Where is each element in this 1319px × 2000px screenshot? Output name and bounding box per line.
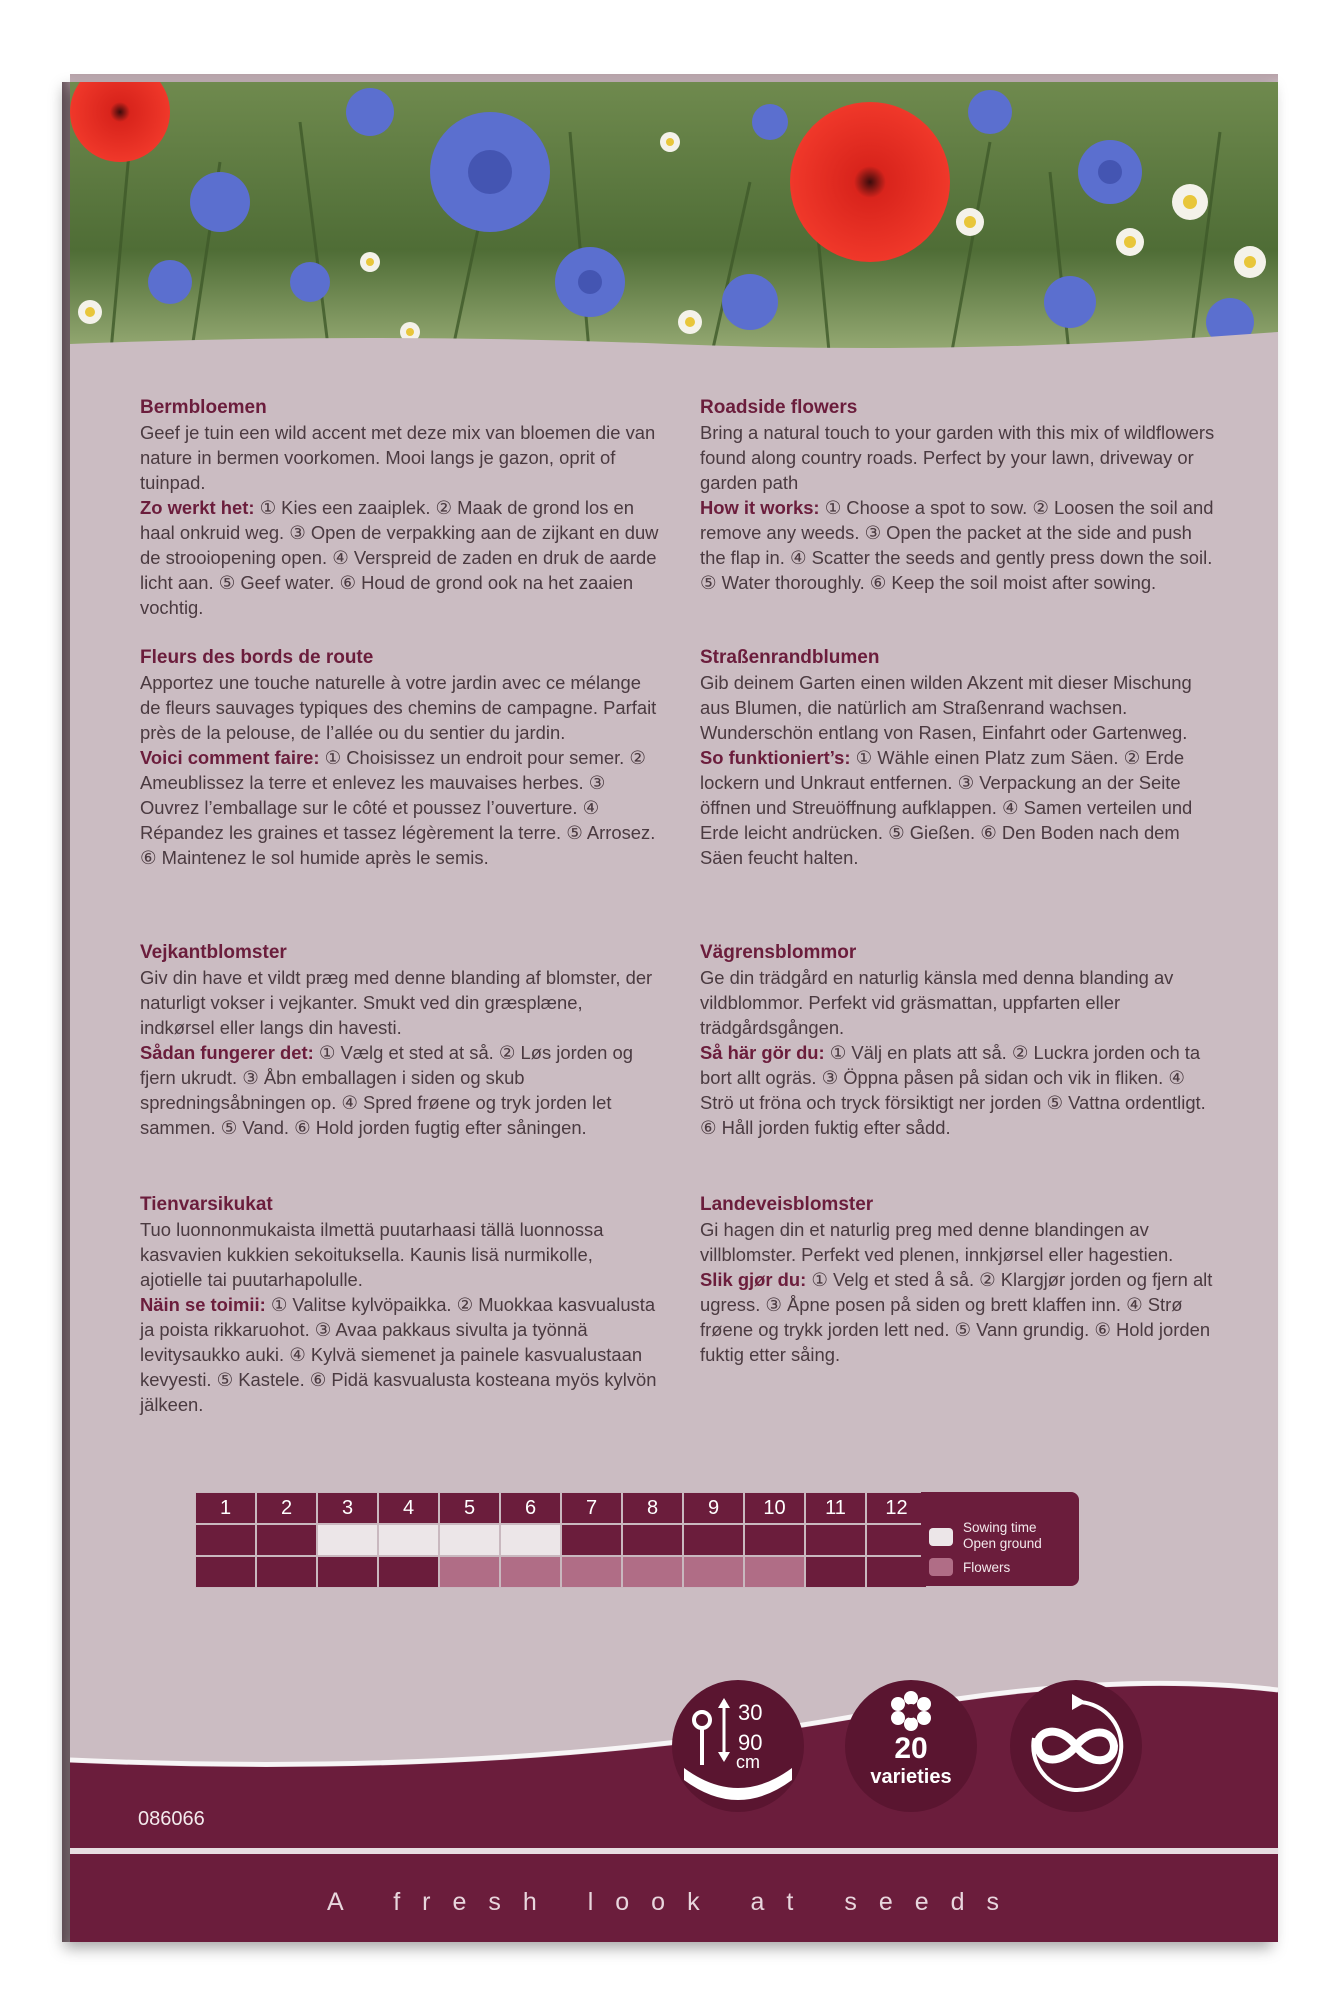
- sowing-cell-7: [561, 1524, 622, 1556]
- perennial-badge: [1010, 1680, 1142, 1812]
- section-intro: Bring a natural touch to your garden with this mix of wildflowers found along country roads. Perfect by your lawn, driveway or garden path: [700, 422, 1215, 493]
- height-max: 90: [738, 1730, 763, 1755]
- month-9: 9: [683, 1492, 744, 1524]
- month-2: 2: [256, 1492, 317, 1524]
- section-steps: ① Choisissez un endroit pour semer. ② Ameublissez la terre et enlevez les mauvaises herbes. ③ Ouvrez l’emballage sur le côté et poussez l’ouverture. ④ Répandez les graines et tassez légèrement la terre. ⑤ Arrosez. ⑥ Maintenez le sol humide après le semis.: [140, 747, 656, 868]
- section-intro: Gi hagen din et naturlig preg med denne blandingen av villblomster. Perfekt ved plenen, innkjørsel eller hagestien.: [700, 1219, 1174, 1265]
- section-title: Vägrensblommor: [700, 942, 857, 963]
- sowing-calendar: [195, 1492, 1075, 1588]
- how-label: Slik gjør du:: [700, 1269, 807, 1290]
- flowers-swatch: [929, 1558, 953, 1576]
- varieties-badge: [845, 1680, 977, 1812]
- section-danish: [140, 940, 660, 1140]
- legend-flowers-label: Flowers: [963, 1560, 1011, 1575]
- section-french: [140, 645, 660, 870]
- section-title: Bermbloemen: [140, 397, 267, 418]
- section-english: [700, 395, 1220, 595]
- tagline: A fresh look at seeds: [326, 1888, 1022, 1916]
- section-swedish: [700, 940, 1220, 1140]
- sowing-cell-10: [744, 1524, 805, 1556]
- section-title: Vejkantblomster: [140, 942, 287, 963]
- sowing-cell-9: [683, 1524, 744, 1556]
- month-6: 6: [500, 1492, 561, 1524]
- section-intro: Giv din have et vildt præg med denne blanding af blomster, der naturligt vokser i vejkanter. Smukt ved din græsplæne, indkørsel eller langs din havesti.: [140, 967, 653, 1038]
- calendar-grid: [195, 1492, 927, 1588]
- month-3: 3: [317, 1492, 378, 1524]
- section-steps: ① Choose a spot to sow. ② Loosen the soil and remove any weeds. ③ Open the packet at the side and push the flap in. ④ Scatter the seeds and gently press down the soil. ⑤ Water thoroughly. ⑥ Keep the soil moist after sowing.: [700, 497, 1214, 593]
- section-title: Landeveisblomster: [700, 1194, 874, 1215]
- sowing-cell-5: [439, 1524, 500, 1556]
- legend-sowing: [929, 1520, 1079, 1554]
- how-label: Näin se toimii:: [140, 1294, 266, 1315]
- seed-packet-back: [70, 82, 1278, 1942]
- month-11: 11: [805, 1492, 866, 1524]
- section-dutch: [140, 395, 660, 620]
- sowing-swatch: [929, 1528, 953, 1546]
- varieties-label: varieties: [870, 1766, 952, 1788]
- month-10: 10: [744, 1492, 805, 1524]
- section-intro: Geef je tuin een wild accent met deze mix van bloemen die van nature in bermen voorkomen. Mooi langs je gazon, oprit of tuinpad.: [140, 422, 656, 493]
- legend-flowers: [929, 1558, 1079, 1578]
- how-label: Så här gör du:: [700, 1042, 825, 1063]
- varieties-count: 20: [894, 1732, 928, 1765]
- month-12: 12: [866, 1492, 927, 1524]
- month-8: 8: [622, 1492, 683, 1524]
- section-title: Straßenrandblumen: [700, 647, 880, 668]
- sowing-cell-6: [500, 1524, 561, 1556]
- section-intro: Tuo luonnonmukaista ilmettä puutarhaasi tällä luonnossa kasvavien kukkien sekoituksella. Kaunis lisä nurmikolle, ajotielle tai puutarhapolulle.: [140, 1219, 604, 1290]
- month-5: 5: [439, 1492, 500, 1524]
- section-title: Tienvarsikukat: [140, 1194, 273, 1215]
- wildflower-photo: [70, 82, 1278, 362]
- height-badge: [672, 1680, 804, 1812]
- how-label: Zo werkt het:: [140, 497, 255, 518]
- section-intro: Ge din trädgård en naturlig känsla med denna blanding av vildblommor. Perfekt vid gräsmattan, uppfarten eller trädgårdsgången.: [700, 967, 1174, 1038]
- section-steps: ① Wähle einen Platz zum Säen. ② Erde lockern und Unkraut entfernen. ③ Verpackung an der Seite öffnen und Streuöffnung aufklappen. ④ Samen verteilen und Erde leicht andrücken. ⑤ Gießen. ⑥ Den Boden nach dem Säen feucht halten.: [700, 747, 1193, 868]
- section-german: [700, 645, 1220, 870]
- legend-sowing-sub: Open ground: [963, 1536, 1042, 1551]
- section-intro: Gib deinem Garten einen wilden Akzent mit dieser Mischung aus Blumen, die natürlich am Straßenrand wachsen. Wunderschön entlang von Rasen, Einfahrt oder Gartenweg.: [700, 672, 1192, 743]
- section-title: Fleurs des bords de route: [140, 647, 374, 668]
- month-7: 7: [561, 1492, 622, 1524]
- calendar-legend: [921, 1492, 1079, 1586]
- how-label: Voici comment faire:: [140, 747, 320, 768]
- sowing-cell-3: [317, 1524, 378, 1556]
- month-4: 4: [378, 1492, 439, 1524]
- legend-sowing-label: Sowing time: [963, 1520, 1037, 1535]
- sowing-cell-1: [195, 1524, 256, 1556]
- month-1: 1: [195, 1492, 256, 1524]
- section-steps: ① Velg et sted å så. ② Klargjør jorden og fjern alt ugress. ③ Åpne posen på siden og brett klaffen inn. ④ Strø frøene og trykk jorden lett ned. ⑤ Vann grundig. ⑥ Hold jorden fuktig etter såing.: [700, 1269, 1213, 1365]
- infinity-cycle-icon: [1010, 1680, 1142, 1812]
- section-finnish: [140, 1192, 660, 1417]
- sowing-cell-2: [256, 1524, 317, 1556]
- section-norwegian: [700, 1192, 1220, 1367]
- how-label: Sådan fungerer det:: [140, 1042, 314, 1063]
- height-min: 30: [738, 1700, 763, 1725]
- how-label: So funktioniert’s:: [700, 747, 851, 768]
- section-steps: ① Välj en plats att så. ② Luckra jorden och ta bort allt ogräs. ③ Öppna påsen på sidan och vik in fliken. ④ Strö ut fröna och tryck försiktigt ner jorden ⑤ Vattna ordentligt. ⑥ Håll jorden fuktig efter sådd.: [700, 1042, 1206, 1138]
- section-intro: Apportez une touche naturelle à votre jardin avec ce mélange de fleurs sauvages typiques des chemins de campagne. Parfait près de la pelouse, de l’allée ou du sentier du jardin.: [140, 672, 657, 743]
- height-unit: cm: [736, 1752, 760, 1772]
- section-steps: ① Valitse kylvöpaikka. ② Muokkaa kasvualusta ja poista rikkaruohot. ③ Avaa pakkaus sivulta ja työnnä levitysaukko auki. ④ Kylvä siemenet ja painele kasvualustaan kevyesti. ⑤ Kastele. ⑥ Pidä kasvualusta kosteana myös kylvön jälkeen.: [140, 1294, 657, 1415]
- how-label: How it works:: [700, 497, 820, 518]
- sowing-cell-11: [805, 1524, 866, 1556]
- section-steps: ① Vælg et sted at så. ② Løs jorden og fjern ukrudt. ③ Åbn emballagen i siden og skub spredningsåbningen op. ④ Spred frøene og tryk jorden let sammen. ⑤ Vand. ⑥ Hold jorden fugtig efter såningen.: [140, 1042, 633, 1138]
- white-stripe: [70, 1848, 1278, 1854]
- sowing-cell-12: [866, 1524, 927, 1556]
- sowing-cell-8: [622, 1524, 683, 1556]
- product-code: 086066: [138, 1808, 205, 1830]
- section-steps: ① Kies een zaaiplek. ② Maak de grond los en haal onkruid weg. ③ Open de verpakking aan de zijkant en duw de strooiopening open. ④ Verspreid de zaden en druk de aarde licht aan. ⑤ Geef water. ⑥ Houd de grond ook na het zaaien vochtig.: [140, 497, 659, 618]
- section-title: Roadside flowers: [700, 397, 858, 418]
- sowing-cell-4: [378, 1524, 439, 1556]
